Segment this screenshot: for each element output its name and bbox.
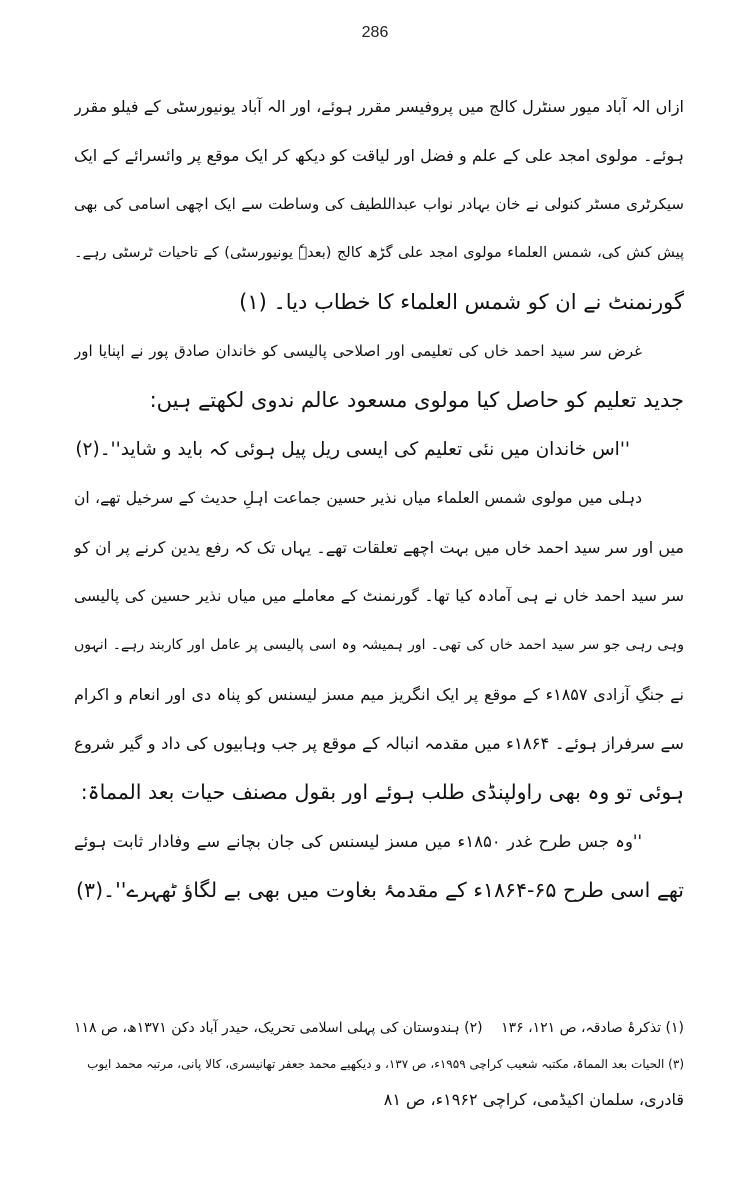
text-line: میں اور سر سید احمد خاں میں بہت اچھے تعلقات تھے۔ یہاں تک کہ رفع یدین کرنے پر ان کو [74, 538, 684, 557]
text-line: ہوئی تو وہ بھی راولپنڈی طلب ہوئے اور بقول مصنف حیات بعد المماۃ: [80, 780, 684, 804]
text-line: وہی رہی جو سر سید احمد خاں کی تھی۔ اور ہمیشہ وہ اسی پالیسی پر عامل اور کاربند رہے۔ انہوں [74, 637, 684, 653]
text-line: سیکرٹری مسٹر کنولی نے خان بہادر نواب عبداللطیف کی وساطت سے ایک اچھی اسامی کی بھی [74, 195, 684, 213]
text-line: جدید تعلیم کو حاصل کیا مولوی مسعود عالم ندوی لکھتے ہیں: [149, 388, 684, 412]
text-line: نے جنگِ آزادی ۱۸۵۷ء کے موقع پر ایک انگریز میم مسز لیسنس کو پناہ دی اور انعام و اکرام [74, 685, 684, 704]
footnote-3-continued: قادری، سلمان اکیڈمی، کراچی ۱۹۶۲ء، ص ۸۱ [383, 1090, 684, 1109]
block-quote: ''اس خاندان میں نئی تعلیم کی ایسی ریل پیل ہوئی کہ باید و شاید''۔(۲) [75, 439, 630, 460]
page-number: 286 [361, 24, 389, 41]
text-line: سے سرفراز ہوئے۔ ۱۸۶۴ء میں مقدمہ انبالہ کے موقع پر جب وہابیوں کی داد و گیر شروع [74, 734, 684, 753]
footnote-3: (۳) الحیات بعد المماۃ، مکتبہ شعیب کراچی ۱۹۵۹ء، ص ۱۳۷، و دیکھیے محمد جعفر تھانیسری، کالا پانی، مرتبہ محمد ایوب [87, 1057, 684, 1071]
text-line: سر سید احمد خاں نے ہی آمادہ کیا تھا۔ گورنمنٹ کے معاملے میں میاں نذیر حسین کی پالیسی [74, 587, 684, 605]
text-line: گورنمنٹ نے ان کو شمس العلماء کا خطاب دیا۔ (۱) [239, 290, 684, 314]
block-quote: ''وہ جس طرح غدر ۱۸۵۰ء میں مسز لیسنس کی جان بچانے سے وفادار ثابت ہوئے [74, 832, 642, 851]
footnote-2: (۲) ہندوستان کی پہلی اسلامی تحریک، حیدر آباد دکن ۱۳۷۱ھ، ص ۱۱۸ [74, 1020, 483, 1036]
text-line: دہلی میں مولوی شمس العلماء میاں نذیر حسین جماعت اہلِ حدیث کے سرخیل تھے، ان [74, 489, 642, 507]
footnote-row [74, 1010, 684, 1046]
text-line: ازاں الہ آباد میور سنٹرل کالج میں پروفیسر مقرر ہوئے، اور الہ آباد یونیورسٹی کے فیلو مقرر [74, 97, 684, 116]
text-line: غرض سر سید احمد خاں کی تعلیمی اور اصلاحی پالیسی کو خاندان صادق پور نے اپنایا اور [74, 342, 642, 360]
text-line: ہوئے۔ مولوی امجد علی کے علم و فضل اور لیاقت کو دیکھ کر ایک موقع پر وائسرائے کے ایک [74, 146, 684, 165]
text-line: پیش کش کی، شمس العلماء مولوی امجد علی گڑھ کالج (بعدہٗ یونیورسٹی) کے تاحیات ٹرسٹی رہے۔ [74, 245, 684, 261]
body-text [74, 82, 684, 915]
block-quote: تھے اسی طرح ۶۵-۱۸۶۴ء کے مقدمۂ بغاوت میں بھی بے لگاؤ ٹھہرے''۔(۳) [76, 878, 684, 902]
footnote-1: (۱) تذکرۂ صادقہ، ص ۱۲۱، ۱۳۶ [501, 1020, 684, 1036]
footnotes [74, 1010, 684, 1118]
